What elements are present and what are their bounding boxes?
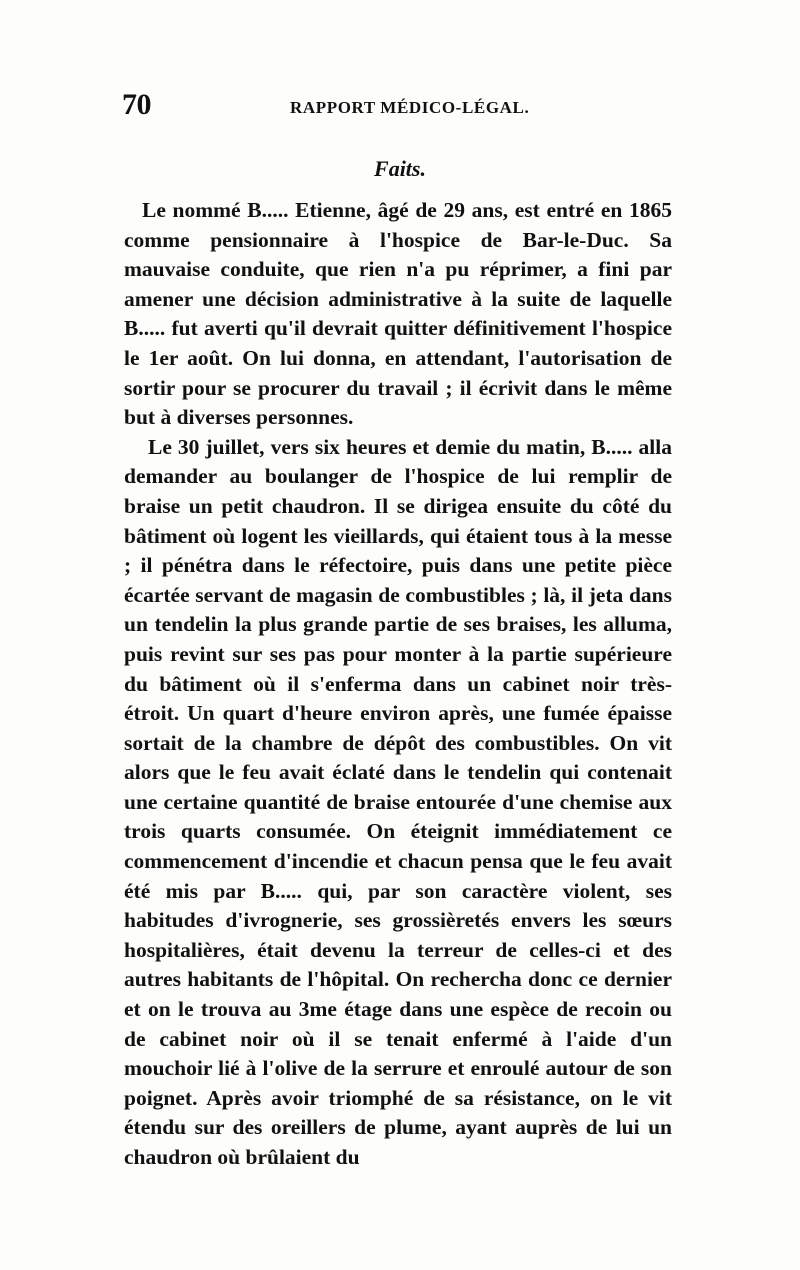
page-header bbox=[122, 88, 678, 122]
page-number: 70 bbox=[122, 88, 151, 121]
running-head: RAPPORT MÉDICO-LÉGAL. bbox=[290, 98, 530, 117]
paragraph-2: Le 30 juillet, vers six heures et demie du matin, B..... alla demander au boulanger de l'hospice de lui remplir de braise un petit chaudron. Il se dirigea ensuite du côté du bâtiment où logent les vieillards, qui étaient tous à la messe ; il pénétra dans le réfectoire, puis dans une petite pièce écartée servant de magasin de combustibles ; là, il jeta dans un tendelin la plus grande partie de ses braises, les alluma, puis revint sur ses pas pour monter à la partie supérieure du bâtiment où il s'enferma dans un cabinet noir très-étroit. Un quart d'heure environ après, une fumée épaisse sortait de la chambre de dépôt des combustibles. On vit alors que le feu avait éclaté dans le tendelin qui contenait une certaine quantité de braise entourée d'une chemise aux trois quarts consumée. On éteignit immédiatement ce commencement d'incendie et chacun pensa que le feu avait été mis par B..... qui, par son caractère violent, ses habitudes d'ivrognerie, ses grossièretés envers les sœurs hospitalières, était devenu la terreur de celles-ci et des autres habitants de l'hôpital. On rechercha donc ce dernier et on le trouva au 3me étage dans une espèce de recoin ou de cabinet noir où il se tenait enfermé à l'aide d'un mouchoir lié à l'olive de la serrure et enroulé autour de son poignet. Après avoir triomphé de sa résistance, on le vit étendu sur des oreillers de plume, ayant auprès de lui un chaudron où brûlaient du bbox=[124, 434, 672, 1169]
body-text bbox=[124, 196, 672, 1173]
paragraph-1: Le nommé B..... Etienne, âgé de 29 ans, est entré en 1865 comme pensionnaire à l'hospice de Bar-le-Duc. Sa mauvaise conduite, que rien n'a pu réprimer, a fini par amener une décision administrative à la suite de laquelle B..... fut averti qu'il devrait quitter définitivement l'hospice le 1er août. On lui donna, en attendant, l'autorisation de sortir pour se procurer du travail ; il écrivit dans le même but à diverses personnes. bbox=[124, 198, 672, 430]
section-title: Faits. bbox=[374, 156, 426, 181]
